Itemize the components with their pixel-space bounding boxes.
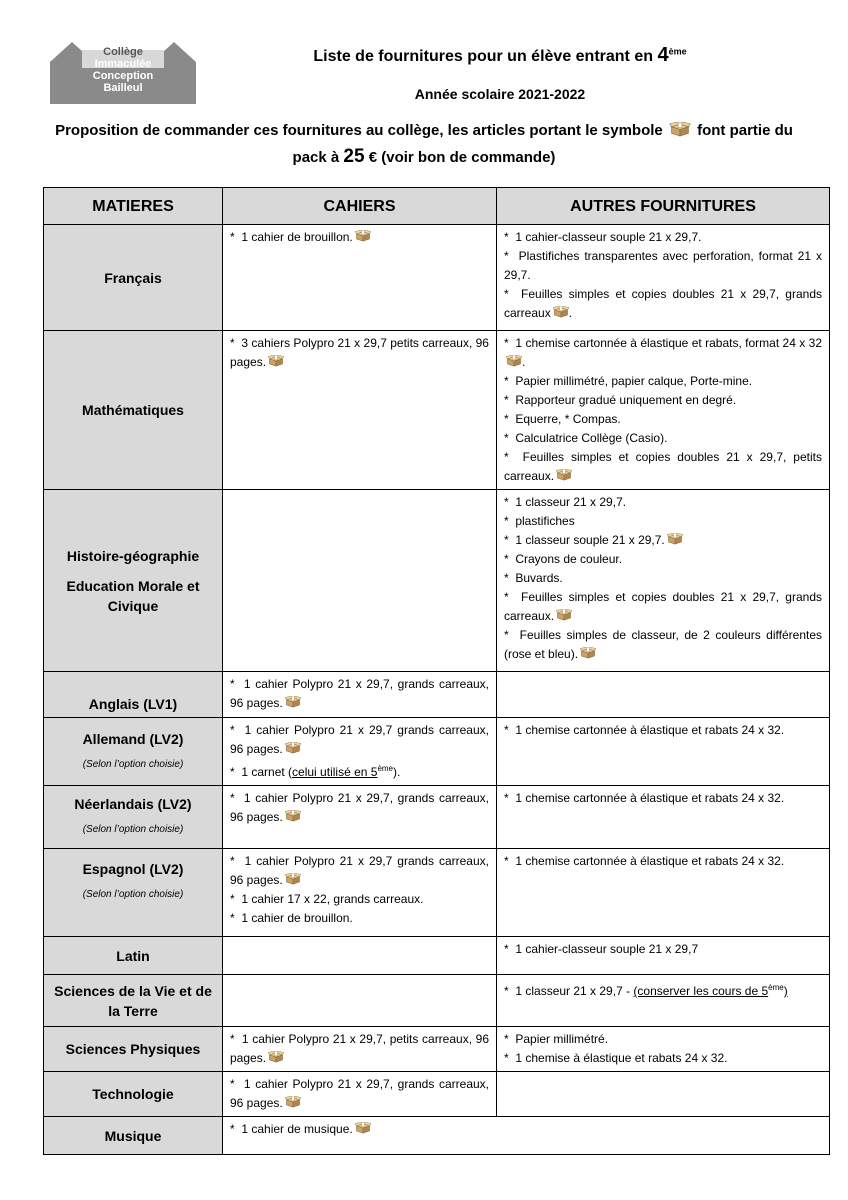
autres-cell — [497, 849, 830, 937]
table-row — [44, 1027, 830, 1072]
subject-name: Sciences de la Vie et de la Terre — [54, 982, 212, 1019]
list-item — [230, 228, 489, 247]
item-text: 3 cahiers Polypro 21 x 29,7 petits carreaux, 96 pages. — [230, 336, 489, 369]
proposal-text-2: font partie du pack à — [292, 122, 793, 166]
box-icon — [285, 742, 301, 754]
item-text: 1 classeur 21 x 29,7 - — [515, 984, 634, 998]
subject-name: Allemand (LV2) — [82, 730, 184, 747]
list-item — [504, 531, 822, 550]
item-text: Feuilles simples et copies doubles 21 x 29,7, grands carreaux. — [504, 590, 823, 623]
logo-line-3: Conception — [92, 70, 154, 82]
box-icon — [268, 1051, 284, 1063]
table-row — [44, 331, 830, 490]
autres-cell — [497, 672, 830, 718]
underlined-text: celui utilisé en 5 — [292, 765, 378, 779]
subject-name: Français — [104, 269, 162, 286]
list-item — [504, 626, 822, 664]
item-text: Feuilles simples et copies doubles 21 x 29,7, grands carreaux — [504, 287, 823, 320]
subject-name: Histoire-géographie — [66, 547, 200, 564]
list-item — [230, 852, 489, 890]
cahiers-cell — [223, 1117, 830, 1155]
list-item: * 1 chemise cartonnée à élastique et rabats, format 24 x 32. — [504, 334, 822, 372]
list-item: * Crayons de couleur. — [504, 550, 822, 569]
box-icon — [667, 533, 683, 545]
box-icon — [556, 469, 572, 481]
title-text: Liste de fournitures pour un élève entrant en — [313, 48, 653, 65]
logo-text — [50, 46, 196, 94]
list-item — [230, 1120, 822, 1139]
list-item — [230, 789, 489, 827]
item-text: 1 classeur souple 21 x 29,7. — [515, 533, 665, 547]
subject-name: Anglais (LV1) — [88, 696, 178, 712]
option-note: (Selon l’option choisie) — [82, 889, 184, 900]
list-item: * 1 classeur 21 x 29,7. — [504, 493, 822, 512]
box-icon — [669, 122, 691, 137]
subject-cell — [44, 849, 223, 937]
item-text: 1 cahier de musique. — [241, 1122, 353, 1136]
logo-line-2: Immaculée — [94, 58, 152, 70]
list-item — [504, 588, 822, 626]
subject-cell — [44, 672, 223, 718]
autres-cell — [497, 786, 830, 849]
table-row — [44, 1117, 830, 1155]
autres-cell — [497, 1027, 830, 1072]
list-item: * 1 cahier 17 x 22, grands carreaux. — [230, 890, 489, 909]
list-item: * Plastifiches transparentes avec perforation, format 21 x 29,7. — [504, 247, 822, 285]
subject-name: Technologie — [92, 1086, 174, 1102]
box-icon — [285, 1096, 301, 1108]
box-icon — [285, 696, 301, 708]
box-icon — [355, 1122, 371, 1134]
proposal-text-3: € (voir bon de commande) — [368, 149, 556, 166]
list-item — [230, 1075, 489, 1113]
list-item: * Papier millimétré, papier calque, Porte-mine. — [504, 372, 822, 391]
table-header-row — [44, 188, 830, 225]
option-note: (Selon l’option choisie) — [82, 758, 184, 770]
list-item: * 1 cahier-classeur souple 21 x 29,7. — [504, 228, 822, 247]
list-item — [230, 334, 489, 372]
list-item: * 1 chemise cartonnée à élastique et rabats 24 x 32. — [504, 721, 822, 740]
subject-cell — [44, 1027, 223, 1072]
cahiers-cell — [223, 225, 497, 331]
subject-name: Espagnol (LV2) — [82, 861, 184, 877]
title-grade-sup: ème — [668, 46, 687, 57]
item-end: ) — [783, 984, 788, 998]
school-year: Année scolaire 2021-2022 — [414, 86, 586, 102]
list-item — [230, 759, 489, 782]
underlined-text: (conserver les cours de 5 — [633, 984, 769, 998]
subject-name: Sciences Physiques — [65, 1041, 201, 1057]
sup-text: ème — [768, 983, 784, 992]
list-item — [504, 448, 822, 486]
list-item: * 1 chemise cartonnée à élastique et rabats 24 x 32. — [504, 789, 822, 808]
table-row — [44, 225, 830, 331]
cahiers-cell — [223, 849, 497, 937]
option-note: (Selon l’option choisie) — [82, 824, 184, 835]
list-item: * Rapporteur gradué uniquement en degré. — [504, 391, 822, 410]
item-text: 1 cahier Polypro 21 x 29,7 grands carreaux, 96 pages. — [230, 854, 489, 887]
list-item — [230, 721, 489, 759]
cahiers-cell — [223, 490, 497, 672]
autres-cell — [497, 1072, 830, 1117]
item-text: 1 cahier de brouillon. — [241, 230, 353, 244]
autres-cell — [497, 331, 830, 490]
box-icon — [355, 230, 371, 242]
logo-line-4: Bailleul — [103, 82, 143, 94]
list-item: * plastifiches — [504, 512, 822, 531]
autres-cell — [497, 225, 830, 331]
table-row — [44, 937, 830, 975]
subject-cell — [44, 1072, 223, 1117]
item-text: 1 cahier Polypro 21 x 29,7, grands carreaux, 96 pages. — [230, 791, 489, 824]
cahiers-cell — [223, 975, 497, 1027]
subject-name: Mathématiques — [82, 402, 184, 418]
order-proposal — [40, 118, 808, 171]
subject-cell — [44, 331, 223, 490]
list-item: * 1 cahier de brouillon. — [230, 909, 489, 928]
item-text: 1 cahier Polypro 21 x 29,7, petits carreaux, 96 pages. — [230, 1032, 490, 1065]
autres-cell — [497, 718, 830, 786]
box-icon — [580, 647, 596, 659]
subject-cell — [44, 786, 223, 849]
box-icon — [553, 306, 569, 318]
table-row — [44, 975, 830, 1027]
page-title — [200, 44, 800, 67]
subject-cell — [44, 490, 223, 672]
cahiers-cell — [223, 718, 497, 786]
subject-cell — [44, 937, 223, 975]
box-icon — [285, 810, 301, 822]
proposal-text-1: Proposition de commander ces fournitures au collège, les articles portant le symbole — [55, 122, 663, 139]
item-text: 1 chemise cartonnée à élastique et rabats, format 24 x 32 — [515, 336, 822, 350]
subject-name: Néerlandais (LV2) — [74, 796, 192, 812]
pack-price: 25 — [343, 146, 365, 167]
subject-name: Latin — [116, 947, 150, 964]
table-row — [44, 490, 830, 672]
table-row — [44, 672, 830, 718]
subject-name: Musique — [104, 1127, 162, 1144]
cahiers-cell — [223, 1027, 497, 1072]
box-icon — [268, 355, 284, 367]
list-item: * Equerre, * Compas. — [504, 410, 822, 429]
cahiers-cell — [223, 331, 497, 490]
box-icon — [556, 609, 572, 621]
list-item: * Calculatrice Collège (Casio). — [504, 429, 822, 448]
item-text: 1 carnet ( — [241, 765, 293, 779]
cahiers-cell — [223, 786, 497, 849]
autres-cell — [497, 975, 830, 1027]
list-item: * 1 chemise cartonnée à élastique et rabats 24 x 32. — [504, 852, 822, 871]
list-item — [230, 1030, 489, 1068]
list-item — [504, 978, 822, 1001]
box-icon — [285, 873, 301, 885]
cahiers-cell — [223, 672, 497, 718]
title-grade: 4 — [657, 44, 669, 66]
autres-cell — [497, 490, 830, 672]
item-text: 1 cahier Polypro 21 x 29,7 grands carreaux, 96 pages. — [230, 723, 489, 756]
item-text: Feuilles simples et copies doubles 21 x 29,7, petits carreaux. — [504, 450, 822, 483]
list-item: * Buvards. — [504, 569, 822, 588]
cahiers-cell — [223, 937, 497, 975]
list-item: * 1 cahier-classeur souple 21 x 29,7 — [504, 940, 822, 959]
list-item: * 1 chemise à élastique et rabats 24 x 32. — [504, 1049, 822, 1068]
box-icon — [506, 355, 522, 367]
subject-cell — [44, 225, 223, 331]
subject-cell — [44, 975, 223, 1027]
item-text: Feuilles simples de classeur, de 2 couleurs différentes (rose et bleu). — [504, 628, 822, 661]
table-row — [44, 849, 830, 937]
logo-line-1: Collège — [103, 46, 143, 58]
cahiers-cell — [223, 1072, 497, 1117]
header-matieres: MATIERES — [44, 188, 223, 225]
item-text: 1 cahier Polypro 21 x 29,7, grands carreaux, 96 pages. — [230, 1077, 489, 1110]
autres-cell — [497, 937, 830, 975]
table-row — [44, 718, 830, 786]
list-item: * Papier millimétré. — [504, 1030, 822, 1049]
subject-cell — [44, 718, 223, 786]
subject-cell — [44, 1117, 223, 1155]
school-logo — [50, 40, 196, 104]
list-item — [230, 675, 489, 713]
sup-text: ème — [377, 764, 393, 773]
item-end: ). — [393, 765, 401, 779]
subject-name-2: Education Morale et Civique — [66, 577, 200, 614]
table-row — [44, 1072, 830, 1117]
list-item: * Feuilles simples et copies doubles 21 x 29,7, grands carreaux . — [504, 285, 822, 323]
header-autres: AUTRES FOURNITURES — [497, 188, 830, 225]
header-cahiers: CAHIERS — [223, 188, 497, 225]
item-text: 1 cahier Polypro 21 x 29,7, grands carreaux, 96 pages. — [230, 677, 489, 710]
supplies-table — [43, 187, 830, 1155]
table-row — [44, 786, 830, 849]
